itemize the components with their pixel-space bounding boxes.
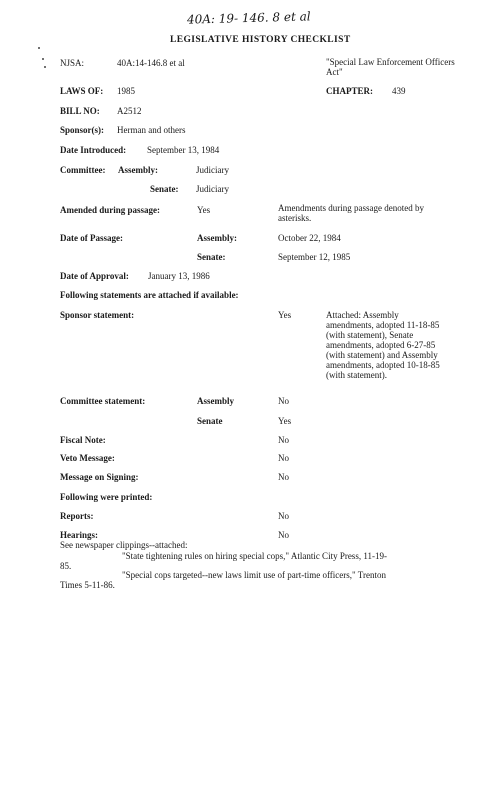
passage-assembly-value: October 22, 1984	[278, 233, 341, 243]
passage-label: Date of Passage:	[60, 233, 123, 243]
amended-value: Yes	[197, 205, 211, 215]
reports-label: Reports:	[60, 511, 94, 521]
date-introduced-value: September 13, 1984	[147, 145, 220, 155]
committee-assembly-label: Assembly:	[118, 165, 158, 175]
committee-senate-value: Judiciary	[196, 184, 229, 194]
clipping-item-1: "State tightening rules on hiring special cops," Atlantic City Press, 11-19-85.	[60, 551, 387, 572]
fiscal-note-value: No	[278, 435, 289, 445]
message-signing-label: Message on Signing:	[60, 472, 139, 482]
scan-speck	[44, 66, 46, 68]
chapter-value: 439	[392, 86, 406, 96]
scan-speck	[42, 58, 44, 60]
following-attached-heading: Following statements are attached if available:	[60, 290, 239, 300]
laws-of-label: LAWS OF:	[60, 86, 104, 96]
act-name: "Special Law Enforcement Officers Act"	[326, 57, 455, 78]
sponsor-statement-label: Sponsor statement:	[60, 310, 135, 320]
clipping-item-2: "Special cops targeted--new laws limit use of part-time officers," Trenton Times 5-11-86.	[60, 570, 386, 591]
passage-assembly-label: Assembly:	[197, 233, 237, 243]
passage-senate-label: Senate:	[197, 252, 226, 262]
committee-senate-label: Senate:	[150, 184, 179, 194]
passage-senate-value: September 12, 1985	[278, 252, 351, 262]
committee-label: Committee:	[60, 165, 106, 175]
committee-statement-assembly-label: Assembly	[197, 396, 235, 406]
hearings-label: Hearings:	[60, 530, 98, 540]
chapter-label: CHAPTER:	[326, 86, 373, 96]
bill-no-value: A2512	[117, 106, 142, 116]
committee-assembly-value: Judiciary	[196, 165, 229, 175]
sponsors-label: Sponsor(s):	[60, 125, 105, 135]
clippings-intro: See newspaper clippings--attached:	[60, 540, 188, 550]
committee-statement-label: Committee statement:	[60, 396, 146, 406]
hearings-value: No	[278, 530, 289, 540]
amended-note: Amendments during passage denoted by asterisks.	[278, 203, 424, 224]
approval-label: Date of Approval:	[60, 271, 129, 281]
njsa-label: NJSA:	[60, 58, 85, 68]
date-introduced-label: Date Introduced:	[60, 145, 127, 155]
sponsor-statement-note: Attached: Assembly amendments, adopted 11-18-85 (with statement), Senate amendments, adopted 6-27-85 (with statement) and Assembly amendments, adopted 10-18-85 (with statement).	[326, 310, 440, 381]
approval-value: January 13, 1986	[148, 271, 210, 281]
sponsor-statement-value: Yes	[278, 310, 292, 320]
amended-label: Amended during passage:	[60, 205, 161, 215]
committee-statement-senate-value: Yes	[278, 416, 292, 426]
handwritten-annotation: 40A: 19- 146. 8 et al	[186, 9, 311, 27]
page-title: LEGISLATIVE HISTORY CHECKLIST	[170, 35, 351, 45]
bill-no-label: BILL NO:	[60, 106, 100, 116]
njsa-value: 40A:14-146.8 et al	[117, 58, 185, 68]
reports-value: No	[278, 511, 289, 521]
message-signing-value: No	[278, 472, 289, 482]
following-printed-heading: Following were printed:	[60, 492, 153, 502]
scan-speck	[38, 47, 40, 49]
sponsors-value: Herman and others	[117, 125, 186, 135]
laws-of-value: 1985	[117, 86, 135, 96]
veto-message-value: No	[278, 453, 289, 463]
committee-statement-assembly-value: No	[278, 396, 289, 406]
veto-message-label: Veto Message:	[60, 453, 115, 463]
committee-statement-senate-label: Senate	[197, 416, 223, 426]
fiscal-note-label: Fiscal Note:	[60, 435, 106, 445]
